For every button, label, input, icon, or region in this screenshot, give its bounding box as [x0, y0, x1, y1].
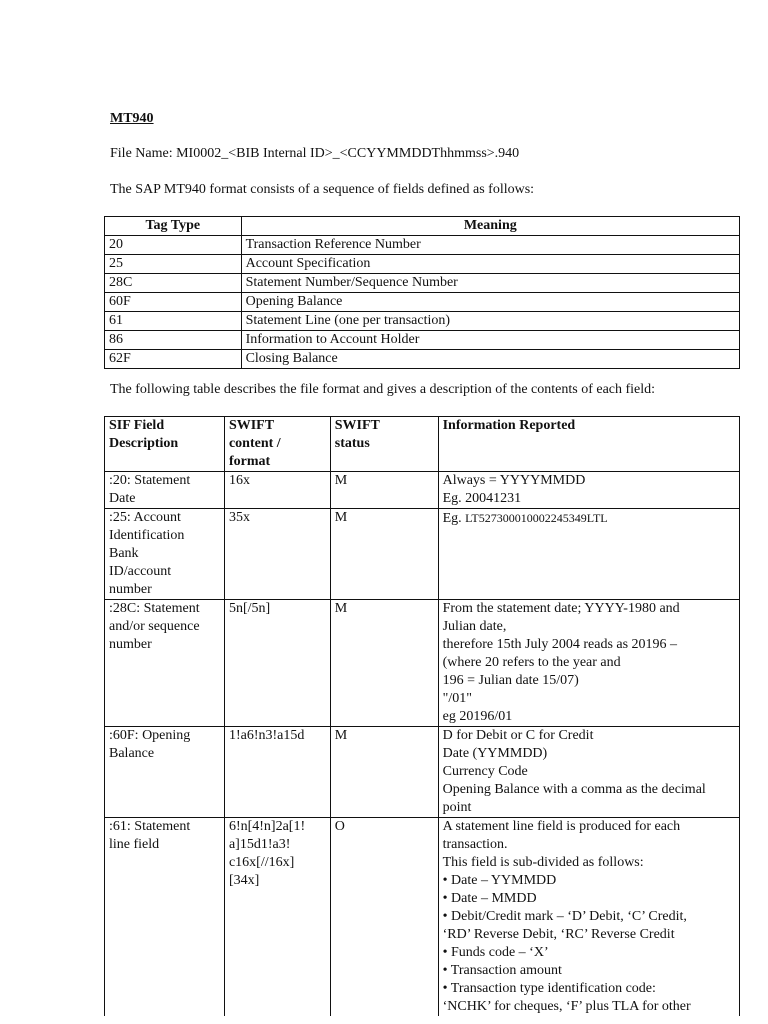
table-row	[105, 727, 740, 818]
cell-text: c16x[//16x]	[228, 855, 295, 870]
cell-text: Statement	[134, 473, 191, 488]
table-header-row	[105, 217, 740, 236]
info-cell	[438, 472, 739, 509]
cell-text: ‘RD’ Reverse Debit, ‘RC’ Reverse Credit	[442, 927, 675, 942]
tag-type-table	[104, 216, 740, 369]
format-cell: 16x	[224, 472, 330, 509]
tag-cell: 60F	[105, 293, 242, 312]
meaning-cell: Information to Account Holder	[241, 331, 739, 350]
cell-text: and/or sequence	[109, 619, 200, 634]
table-row	[105, 312, 740, 331]
cell-text: [34x]	[228, 873, 260, 888]
cell-text: :25:	[109, 510, 131, 525]
cell-text: Julian date,	[442, 619, 507, 634]
status-cell: M	[330, 600, 438, 727]
cell-text: • Debit/Credit mark – ‘D’ Debit, ‘C’ Credit,	[442, 909, 687, 924]
meaning-cell: Account Specification	[241, 255, 739, 274]
tag-cell: 25	[105, 255, 242, 274]
cell-text: 6!n[4!n]2a[1!	[228, 819, 306, 834]
cell-text: Balance	[109, 746, 155, 761]
table-row	[105, 472, 740, 509]
cell-text: Identification	[109, 528, 185, 543]
intro-paragraph: The SAP MT940 format consists of a sequence of fields defined as follows:	[110, 182, 535, 197]
info-cell	[438, 818, 739, 1017]
field-description-cell	[105, 818, 225, 1017]
cell-text: Eg.	[442, 511, 462, 526]
format-cell: 35x	[224, 509, 330, 600]
header-swift-content-format	[224, 417, 330, 472]
header-meaning: Meaning	[241, 217, 739, 236]
cell-text: transaction.	[442, 837, 508, 852]
field-description-cell	[105, 727, 225, 818]
header-text: format	[228, 454, 271, 469]
cell-text: (where 20 refers to the year and	[442, 655, 621, 670]
cell-text: Opening Balance with a comma as the decimal	[442, 782, 706, 797]
table-header-row	[105, 417, 740, 472]
cell-text: • Date – YYMMDD	[442, 873, 557, 888]
cell-text: point	[442, 800, 472, 815]
header-text: status	[334, 436, 370, 451]
info-cell	[438, 727, 739, 818]
cell-text: This field is sub-divided as follows:	[442, 855, 644, 870]
field-description-cell	[105, 472, 225, 509]
cell-text: Currency Code	[442, 764, 528, 779]
header-text: /	[276, 436, 281, 451]
table-row	[105, 509, 740, 600]
tag-cell: 28C	[105, 274, 242, 293]
cell-text: Account	[133, 510, 181, 525]
cell-text: :61: Statement	[109, 819, 191, 834]
header-text: SWIFT	[334, 418, 380, 433]
cell-text: therefore 15th July 2004 reads as 20196 –	[442, 637, 678, 652]
cell-text: Eg. 20041231	[442, 491, 522, 506]
cell-text: • Date – MMDD	[442, 891, 537, 906]
cell-text: line field	[109, 837, 160, 852]
cell-text: number	[109, 637, 152, 652]
format-cell: 1!a6!n3!a15d	[224, 727, 330, 818]
table-row	[105, 255, 740, 274]
cell-text: D for Debit or C for Credit	[442, 728, 594, 743]
header-swift-status	[330, 417, 438, 472]
table-row	[105, 350, 740, 369]
cell-text: :28C: Statement	[109, 601, 200, 616]
file-format-table	[104, 416, 740, 1016]
header-sif-field-description	[105, 417, 225, 472]
format-cell: 5n[/5n]	[224, 600, 330, 727]
header-text: content	[228, 436, 274, 451]
cell-text: :20:	[109, 473, 131, 488]
following-paragraph: The following table describes the file format and gives a description of the contents of each field:	[110, 382, 656, 397]
meaning-cell: Opening Balance	[241, 293, 739, 312]
table-row	[105, 331, 740, 350]
field-description-cell	[105, 509, 225, 600]
tag-cell: 61	[105, 312, 242, 331]
status-cell: O	[330, 818, 438, 1017]
meaning-cell: Statement Number/Sequence Number	[241, 274, 739, 293]
meaning-cell: Statement Line (one per transaction)	[241, 312, 739, 331]
cell-text: a]15d1!a3!	[228, 837, 291, 852]
field-description-cell	[105, 600, 225, 727]
cell-text: Date	[109, 491, 136, 506]
tag-cell: 62F	[105, 350, 242, 369]
status-cell: M	[330, 727, 438, 818]
document-title: MT940	[110, 111, 154, 126]
tag-cell: 20	[105, 236, 242, 255]
info-cell	[438, 509, 739, 600]
table-row	[105, 818, 740, 1017]
cell-text: ‘NCHK’ for cheques, ‘F’ plus TLA for other	[442, 999, 691, 1014]
cell-text: Always = YYYYMMDD	[442, 473, 586, 488]
header-text: Description	[109, 436, 179, 451]
status-cell: M	[330, 472, 438, 509]
cell-text: A statement line field is produced for each	[442, 819, 681, 834]
cell-text: Date (YYMMDD)	[442, 746, 548, 761]
table-row	[105, 293, 740, 312]
cell-text: number	[109, 582, 152, 597]
status-cell: M	[330, 509, 438, 600]
header-text: Field	[133, 418, 165, 433]
info-cell	[438, 600, 739, 727]
cell-text: LT527300010002245349LTL	[465, 511, 608, 525]
header-tag-type: Tag Type	[105, 217, 242, 236]
cell-text: From the statement date; YYYY-1980 and	[442, 601, 680, 616]
table-row	[105, 236, 740, 255]
table-row	[105, 600, 740, 727]
header-information-reported: Information Reported	[438, 417, 739, 472]
cell-text: eg 20196/01	[442, 709, 513, 724]
cell-text: 196 = Julian date 15/07)	[442, 673, 579, 688]
file-name-line: File Name: MI0002_<BIB Internal ID>_<CCYYMMDDThhmmss>.940	[110, 146, 520, 161]
tag-cell: 86	[105, 331, 242, 350]
cell-text: :60F: Opening	[109, 728, 191, 743]
format-cell	[224, 818, 330, 1017]
table-row	[105, 274, 740, 293]
cell-text: • Transaction amount	[442, 963, 562, 978]
cell-text: ID/account	[109, 564, 172, 579]
cell-text: • Funds code – ‘X’	[442, 945, 549, 960]
cell-text: "/01"	[442, 691, 472, 706]
cell-text: Bank	[109, 546, 139, 561]
meaning-cell: Closing Balance	[241, 350, 739, 369]
meaning-cell: Transaction Reference Number	[241, 236, 739, 255]
header-text: SIF	[109, 418, 131, 433]
cell-text: • Transaction type identification code:	[442, 981, 656, 996]
header-text: SWIFT	[228, 418, 275, 433]
